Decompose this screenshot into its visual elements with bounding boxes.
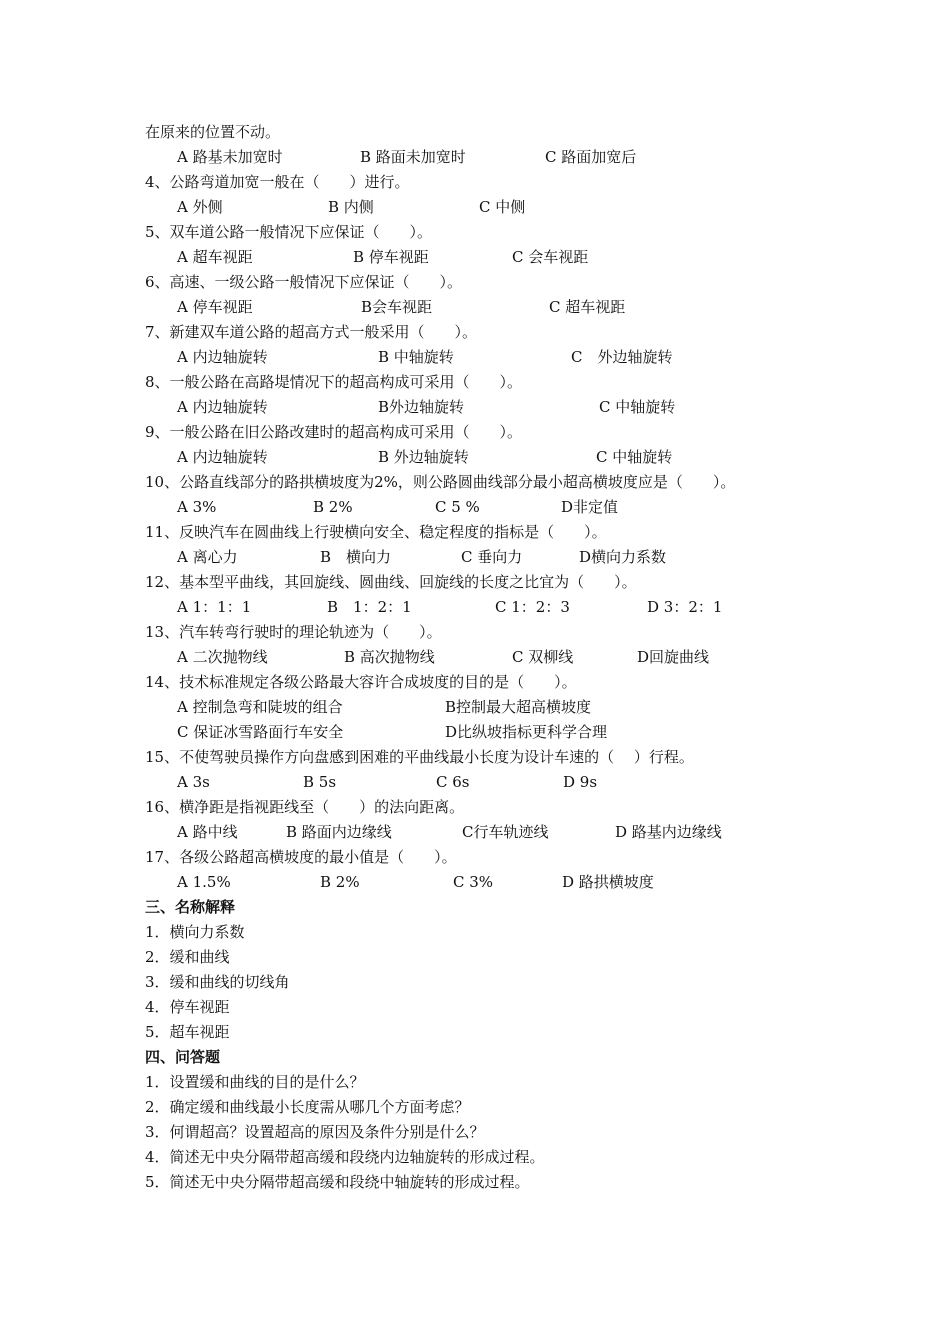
section-4-title: 四、问答题 [145,1048,221,1066]
term-item: 3．缓和曲线的切线角 [145,973,290,991]
option-a: A 3% [177,498,217,516]
option-a: A 控制急弯和陡坡的组合 [177,698,343,716]
question-7: 7、新建双车道公路的超高方式一般采用（ ）。 [145,323,478,341]
option-a: A 路基未加宽时 [177,148,283,166]
option-d: D 3：2：1 [647,598,723,616]
option-d: D非定值 [561,498,619,516]
question-16: 16、横净距是指视距线至（ ）的法向距离。 [145,798,465,816]
term-item: 4．停车视距 [145,998,230,1016]
qa-item: 4．简述无中央分隔带超高缓和段绕内边轴旋转的形成过程。 [145,1148,545,1166]
question-10: 10、公路直线部分的路拱横坡度为2%，则公路圆曲线部分最小超高横坡度应是（ ）。 [145,473,736,491]
qa-item: 5．简述无中央分隔带超高缓和段绕中轴旋转的形成过程。 [145,1173,530,1191]
option-b: B 1：2：1 [327,598,412,616]
option-b: B 路面内边缘线 [286,823,392,841]
option-b: B 停车视距 [353,248,429,266]
option-a: A 内边轴旋转 [177,348,268,366]
option-c: C 保证冰雪路面行车安全 [177,723,344,741]
question-4: 4、公路弯道加宽一般在（ ）进行。 [145,173,410,191]
option-c: C 路面加宽后 [545,148,637,166]
question-11: 11、反映汽车在圆曲线上行驶横向安全、稳定程度的指标是（ ）。 [145,523,607,541]
option-c: C 中轴旋转 [596,448,673,466]
option-a: A 二次抛物线 [177,648,268,666]
option-b: B会车视距 [361,298,433,316]
question-5: 5、双车道公路一般情况下应保证（ ）。 [145,223,433,241]
term-item: 5．超车视距 [145,1023,230,1041]
option-b: B 内侧 [328,198,374,216]
option-d: D横向力系数 [579,548,667,566]
qa-item: 1．设置缓和曲线的目的是什么？ [145,1073,365,1091]
question-14: 14、技术标准规定各级公路最大容许合成坡度的目的是（ ）。 [145,673,577,691]
option-b: B控制最大超高横坡度 [445,698,592,716]
option-a: A 内边轴旋转 [177,398,268,416]
option-c: C 3% [453,873,494,891]
question-12: 12、基本型平曲线，其回旋线、圆曲线、回旋线的长度之比宜为（ ）。 [145,573,637,591]
option-c: C 1：2：3 [495,598,570,616]
option-b: B 5s [303,773,337,791]
option-d: D 路拱横坡度 [562,873,654,891]
option-a: A 离心力 [177,548,238,566]
option-b: B外边轴旋转 [378,398,465,416]
option-a: A 路中线 [177,823,238,841]
option-c: C 外边轴旋转 [571,348,673,366]
option-a: A 超车视距 [177,248,253,266]
qa-item: 3．何谓超高？设置超高的原因及条件分别是什么？ [145,1123,485,1141]
option-d: D回旋曲线 [637,648,710,666]
option-a: A 停车视距 [177,298,253,316]
question-9: 9、一般公路在旧公路改建时的超高构成可采用（ ）。 [145,423,523,441]
option-c: C 中轴旋转 [599,398,676,416]
question-6: 6、高速、一级公路一般情况下应保证（ ）。 [145,273,463,291]
option-b: B 横向力 [320,548,392,566]
question-8: 8、一般公路在高路堤情况下的超高构成可采用（ ）。 [145,373,523,391]
option-a: A 1：1：1 [177,598,252,616]
option-c: C 中侧 [479,198,526,216]
option-c: C 双柳线 [512,648,574,666]
option-a: A 外侧 [177,198,223,216]
question-17: 17、各级公路超高横坡度的最小值是（ ）。 [145,848,457,866]
term-item: 2．缓和曲线 [145,948,230,966]
question-3-continuation: 在原来的位置不动。 [145,123,281,141]
option-c: C行车轨迹线 [462,823,549,841]
option-d: D 路基内边缘线 [615,823,722,841]
option-b: B 2% [320,873,360,891]
option-c: C 超车视距 [549,298,626,316]
option-a: A 1.5% [177,873,231,891]
option-b: B 路面未加宽时 [360,148,466,166]
option-c: C 6s [436,773,470,791]
option-c: C 会车视距 [512,248,589,266]
option-d: D比纵坡指标更科学合理 [445,723,608,741]
qa-item: 2．确定缓和曲线最小长度需从哪几个方面考虑？ [145,1098,470,1116]
question-13: 13、汽车转弯行驶时的理论轨迹为（ ）。 [145,623,442,641]
option-c: C 垂向力 [461,548,523,566]
option-b: B 外边轴旋转 [378,448,469,466]
option-c: C 5 % [435,498,480,516]
option-a: A 3s [177,773,210,791]
option-b: B 2% [313,498,353,516]
term-item: 1．横向力系数 [145,923,245,941]
option-a: A 内边轴旋转 [177,448,268,466]
question-15: 15、不使驾驶员操作方向盘感到困难的平曲线最小长度为设计车速的（ ）行程。 [145,748,694,766]
option-b: B 中轴旋转 [378,348,454,366]
section-3-title: 三、名称解释 [145,898,236,916]
option-d: D 9s [563,773,598,791]
option-b: B 高次抛物线 [344,648,435,666]
